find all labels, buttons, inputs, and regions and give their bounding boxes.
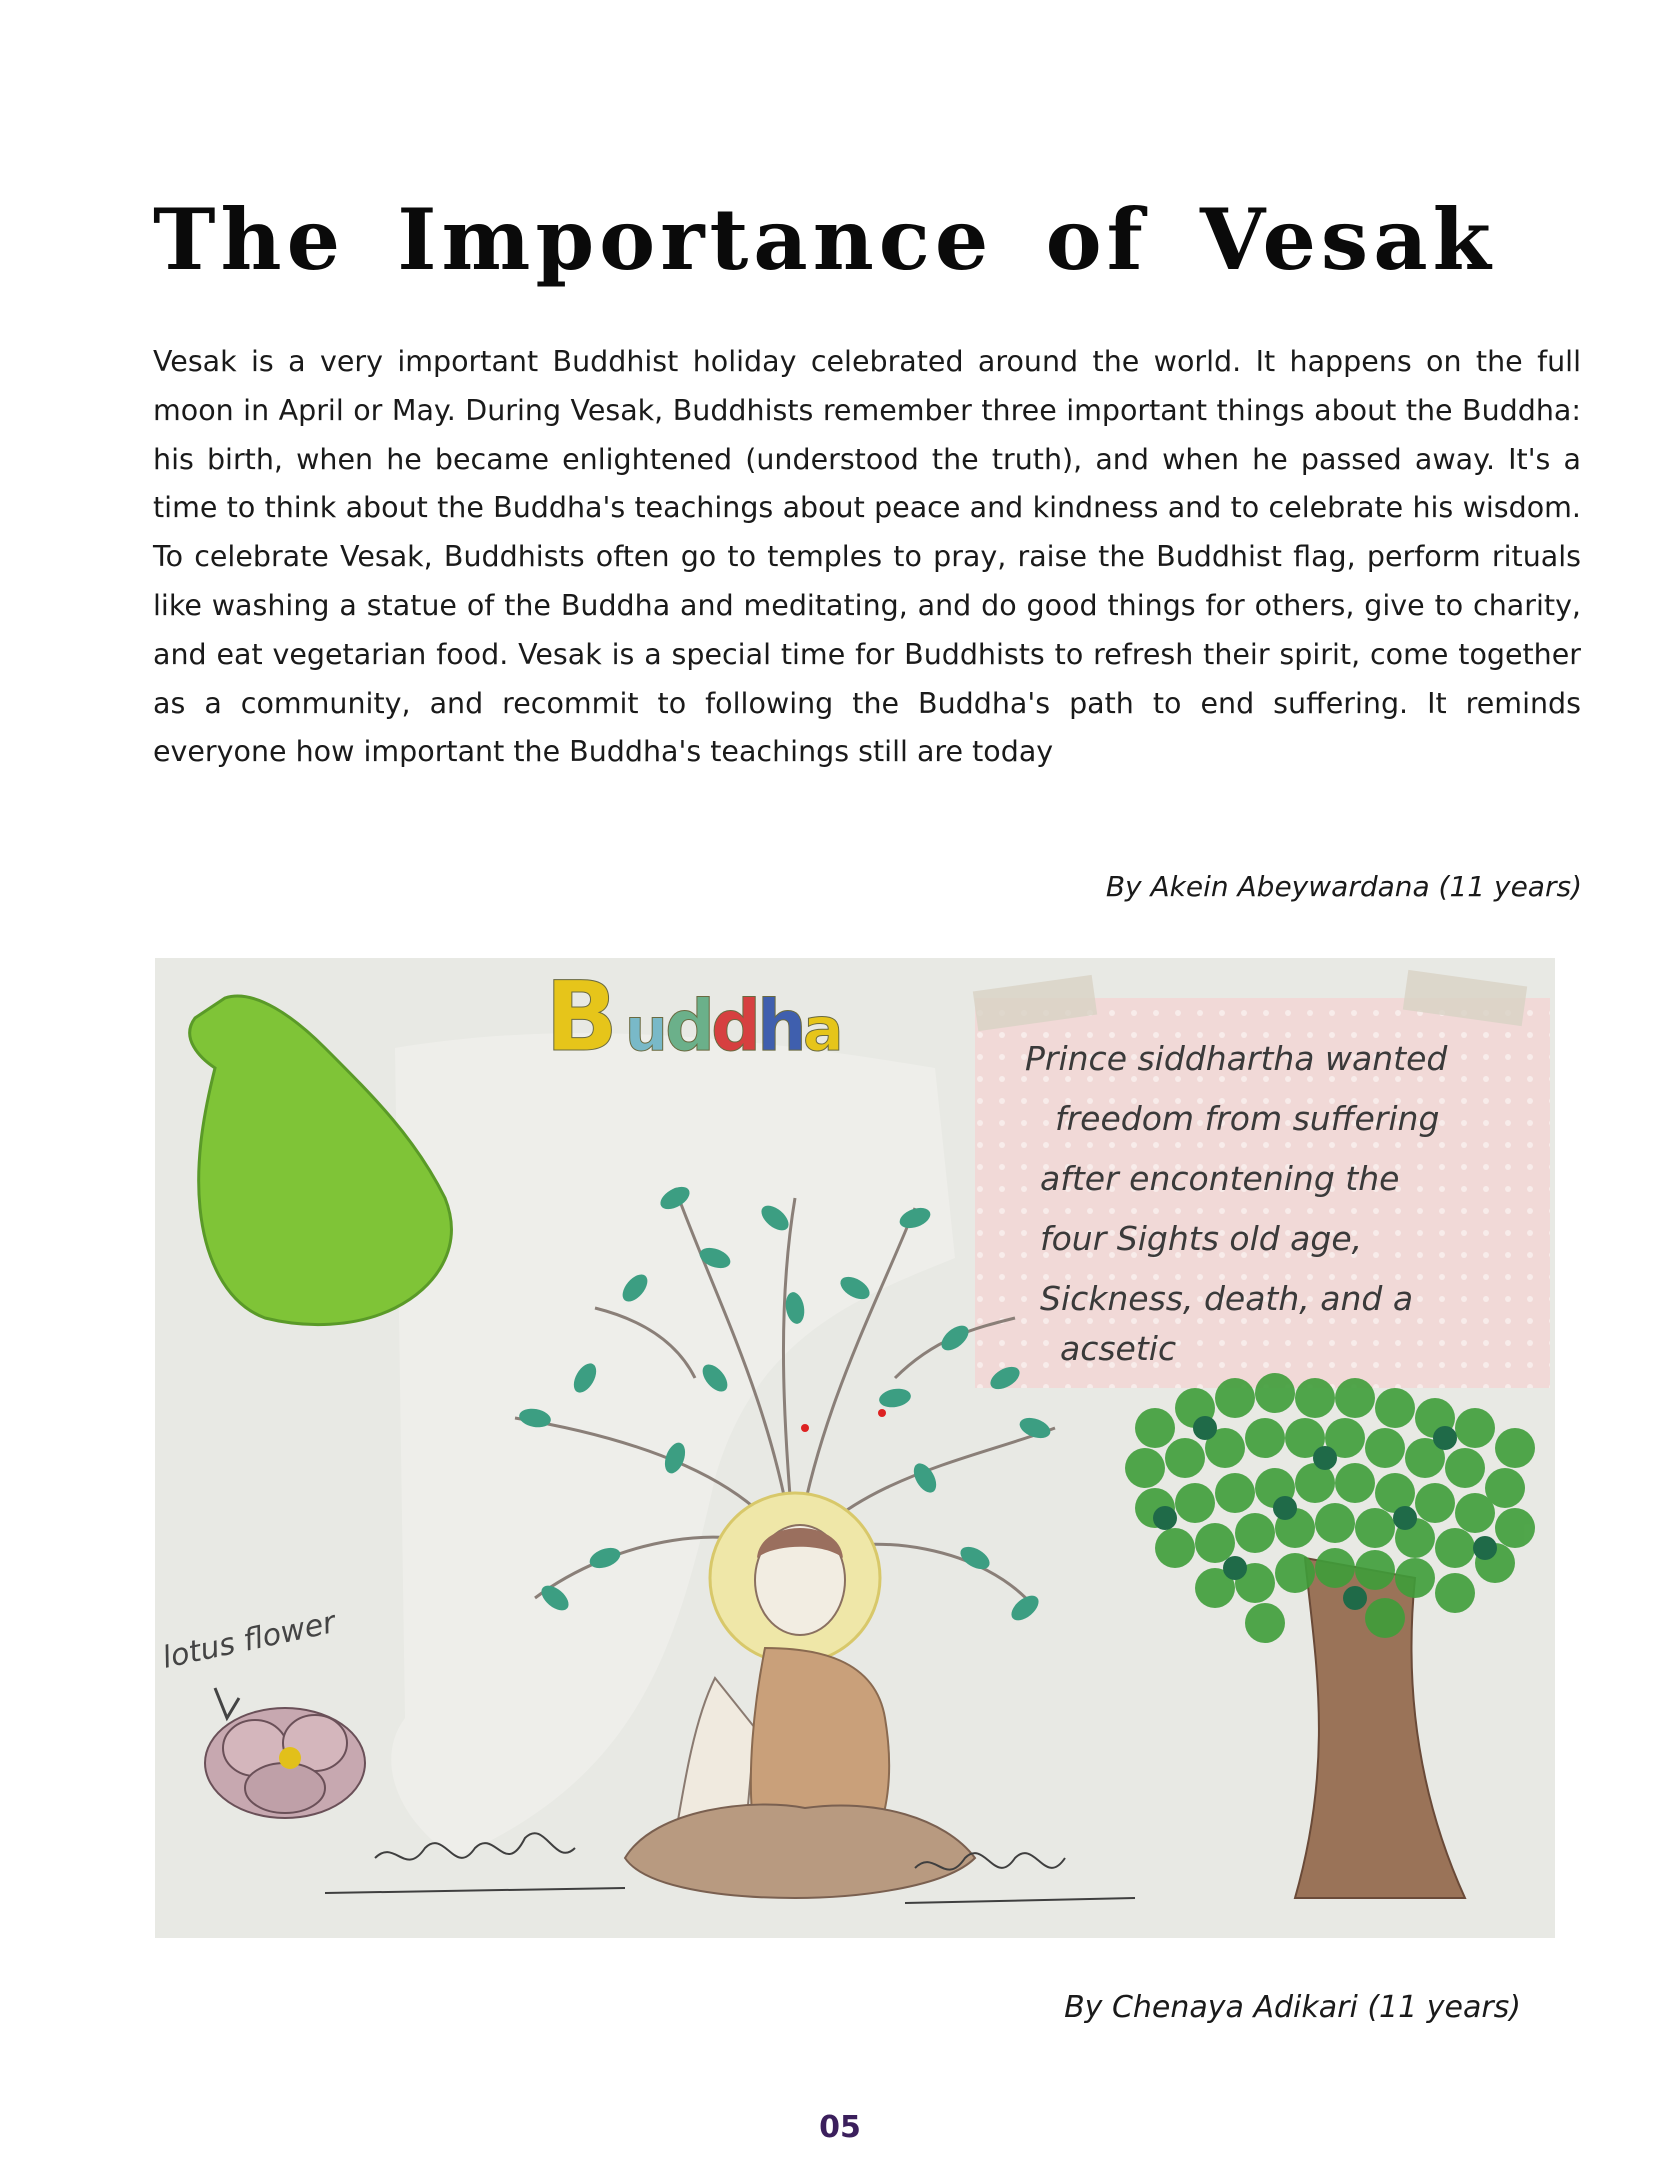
heading-letter: d — [711, 985, 762, 1067]
heading-letter: a — [803, 995, 844, 1065]
red-dot — [878, 1409, 886, 1417]
page-title: The Importance of Vesak — [153, 190, 1496, 289]
article-byline: By Akein Abeywardana (11 years) — [1105, 870, 1582, 903]
note-line: Prince siddhartha wanted — [1025, 1039, 1448, 1078]
note-line: four Sights old age, — [1040, 1219, 1363, 1258]
artwork-drawing — [155, 958, 1555, 1938]
note-line: Sickness, death, and a — [1040, 1279, 1414, 1318]
heading-letter: u — [625, 995, 668, 1065]
page-number: 05 — [819, 2110, 861, 2145]
article-body: Vesak is a very important Buddhist holiday celebrated around the world. It happens on the full moon in April or May. During Vesak, Buddhists remember three important things about the Buddha: his birth, when he became enlightened (understood the truth), and when he passed away. It's a time to think about the Buddha's teachings about peace and kindness and to celebrate his wisdom. To celebrate Vesak, Buddhists often go to temples to pray, raise the Buddhist flag, perform rituals like washing a statue of the Buddha and meditating, and do good things for others, give to charity, and eat vegetarian food. Vesak is a special time for Buddhists to refresh their spirit, come together as a community, and recommit to following the Buddha's path to end suffering. It reminds everyone how important the Buddha's teachings still are today — [153, 345, 1581, 769]
lotus-label: lotus flower — [159, 1605, 339, 1676]
heading-letter: d — [665, 985, 716, 1067]
red-dot — [801, 1424, 809, 1432]
heading-letter: h — [757, 985, 807, 1067]
note-line: acsetic — [1060, 1329, 1177, 1368]
heading-letter: B — [545, 961, 619, 1073]
artwork-photo — [155, 958, 1555, 1938]
artwork-byline: By Chenaya Adikari (11 years) — [1064, 1990, 1521, 2025]
note-line: freedom from suffering — [1055, 1099, 1440, 1138]
note-line: after encontening the — [1040, 1159, 1400, 1198]
